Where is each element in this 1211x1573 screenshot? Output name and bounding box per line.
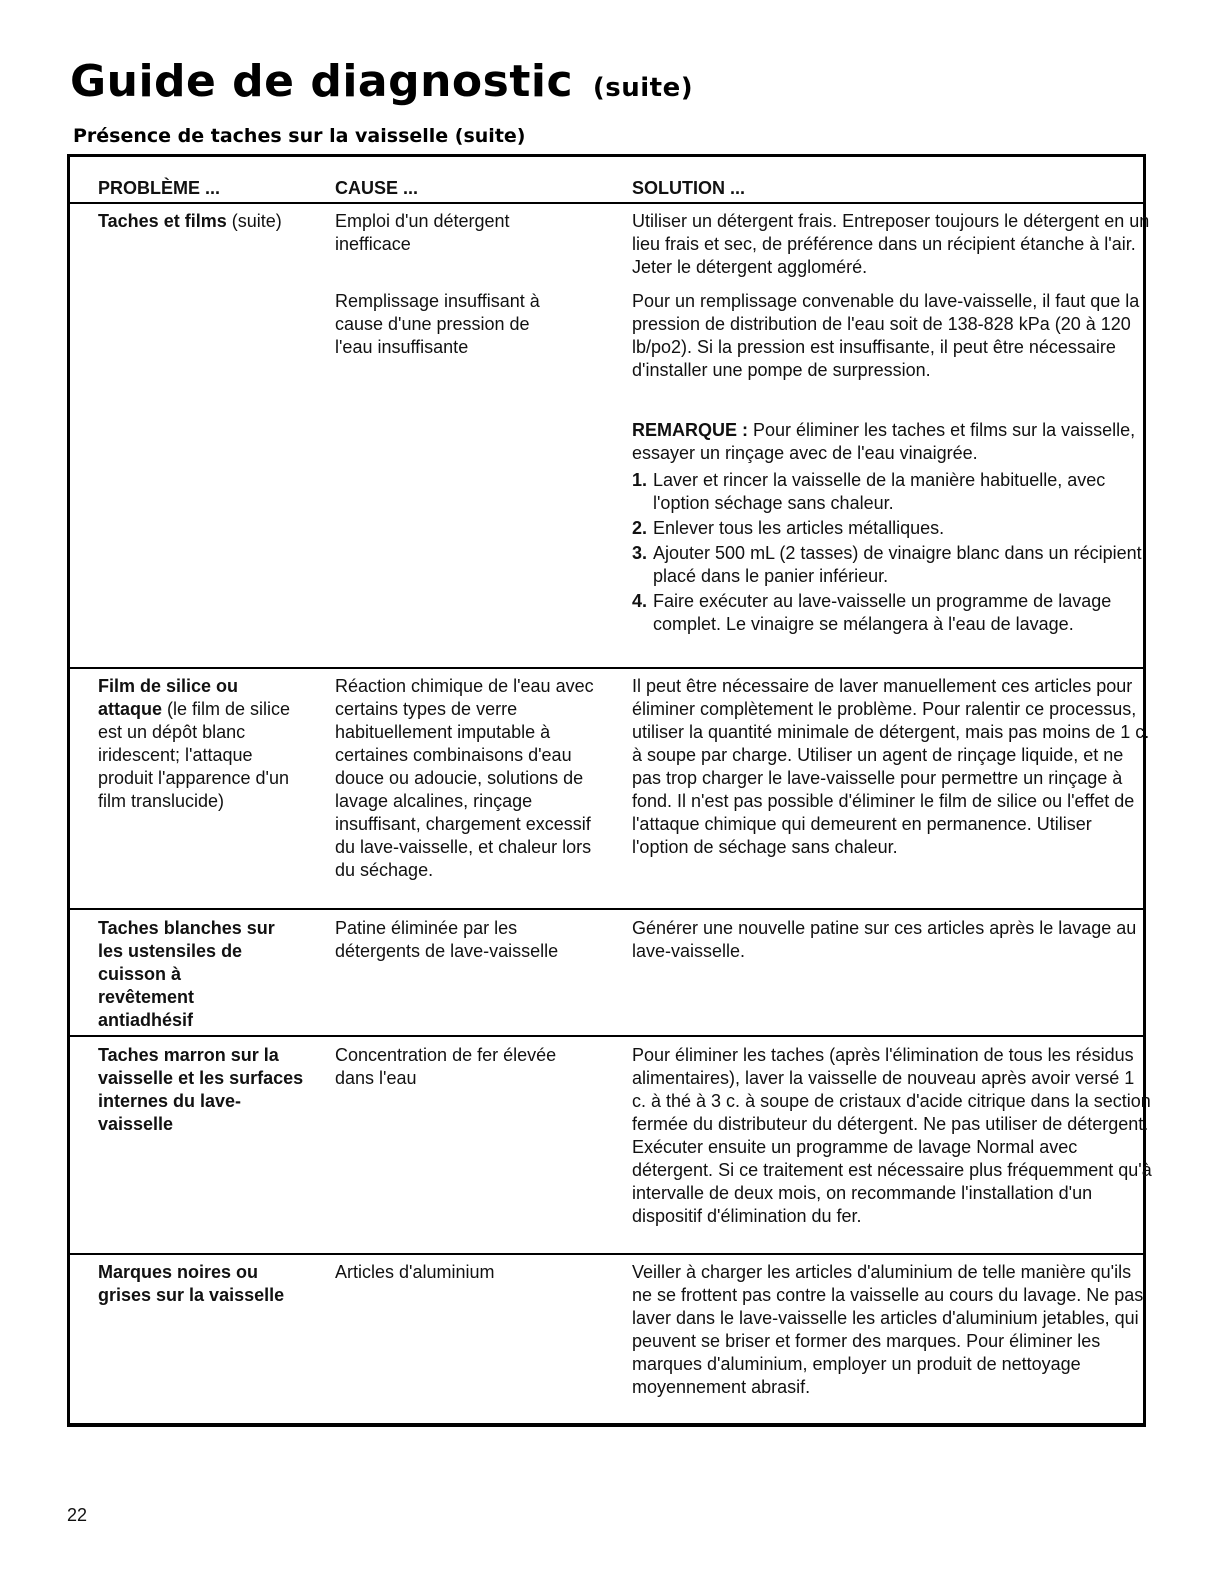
row5-cause: Articles d'aluminium (335, 1262, 495, 1282)
row-divider (70, 1035, 1143, 1037)
page-title-main: Guide de diagnostic (70, 56, 574, 107)
page-title-suffix: (suite) (592, 73, 694, 103)
step-number: 3. (632, 543, 648, 563)
troubleshooting-table (67, 154, 1152, 1427)
row3-problem (98, 917, 278, 1032)
header-solution: SOLUTION ... (632, 178, 746, 198)
row2-problem (98, 675, 298, 813)
row1-problem (98, 210, 323, 233)
step-number: 2. (632, 518, 648, 538)
row1-note-label: REMARQUE : (632, 420, 748, 440)
row1-problem-bold: Taches et films (98, 211, 227, 231)
row4-solution: Pour éliminer les taches (après l'élimination de tous les résidus alimentaires), laver la vaisselle de nouveau après avoir versé 1 c. à thé à 3 c. à soupe de cristaux d'acide citrique dans la section fermée du distributeur du détergent. Ne pas utiliser de détergent. Exécuter ensuite un programme de lavage Normal avec détergent. Si ce traitement est nécessaire plus fréquemment qu'à intervalle de deux mois, on recommande l'installation d'un dispositif d'élimination du fer. (632, 1045, 1152, 1226)
row5-solution: Veiller à charger les articles d'aluminium de telle manière qu'ils ne se frottent pas contre la vaisselle au cours du lavage. Ne pas laver dans le lave-vaisselle les articles d'aluminium jetables, qui peuvent se briser et former des marques. Pour éliminer les marques d'aluminium, employer un produit de nettoyage moyennement abrasif. (632, 1262, 1144, 1397)
row3-problem-bold: Taches blanches sur les ustensiles de cuisson à revêtement antiadhésif (98, 918, 275, 1030)
page-number: 22 (67, 1505, 88, 1525)
row2-solution: Il peut être nécessaire de laver manuellement ces articles pour éliminer complètement le problème. Pour ralentir ce processus, utiliser la quantité minimale de détergent, mais pas moins de 1 c. à soupe par charge. Utiliser un agent de rinçage liquide, et ne pas trop charger le lave-vaisselle pour permettre un rinçage à fond. Il n'est pas possible d'éliminer le film de silice ou l'effet de l'attaque chimique qui demeurent en permanence. Utiliser l'option de séchage sans chaleur. (632, 676, 1150, 857)
header-divider (70, 202, 1143, 204)
row-divider (70, 908, 1143, 910)
section-subtitle: Présence de taches sur la vaisselle (suite) (73, 125, 526, 147)
page-title (70, 56, 693, 107)
list-item (632, 542, 1152, 588)
row1-steps-list (632, 469, 1152, 638)
row1-cause1: Emploi d'un détergent inefficace (335, 211, 510, 254)
list-item (632, 517, 1152, 540)
row-divider (70, 1253, 1143, 1255)
step-text: Ajouter 500 mL (2 tasses) de vinaigre blanc dans un récipient placé dans le panier inférieur. (653, 543, 1142, 586)
row4-cause: Concentration de fer élevée dans l'eau (335, 1045, 557, 1088)
row4-problem-bold: Taches marron sur la vaisselle et les surfaces internes du lave-vaisselle (98, 1045, 304, 1134)
row2-cause: Réaction chimique de l'eau avec certains types de verre habituellement imputable à certaines combinaisons d'eau douce ou adoucie, solutions de lavage alcalines, rinçage insuffisant, chargement excessif du lave-vaisselle, et chaleur lors du séchage. (335, 676, 594, 880)
row2-problem-bold: Film de silice ou attaque (98, 676, 239, 719)
list-item (632, 590, 1152, 636)
step-number: 1. (632, 470, 648, 490)
step-text: Enlever tous les articles métalliques. (653, 518, 945, 538)
header-cause: CAUSE ... (335, 178, 419, 198)
step-text: Laver et rincer la vaisselle de la manière habituelle, avec l'option séchage sans chaleur. (653, 470, 1106, 513)
row1-solution2: Pour un remplissage convenable du lave-vaisselle, il faut que la pression de distribution de l'eau soit de 138-828 kPa (20 à 120 lb/po2). Si la pression est insuffisante, il peut être nécessaire d'installer une pompe de surpression. (632, 291, 1140, 380)
row1-problem-rest: (suite) (226, 211, 282, 231)
step-number: 4. (632, 591, 648, 611)
row2-problem-rest: (le film de silice est un dépôt blanc iridescent; l'attaque produit l'apparence d'un film translucide) (98, 699, 291, 811)
row1-solution1: Utiliser un détergent frais. Entreposer toujours le détergent en un lieu frais et sec, de préférence dans un récipient étanche à l'air. Jeter le détergent aggloméré. (632, 211, 1150, 277)
row-divider (70, 667, 1143, 669)
row1-cause2: Remplissage insuffisant à cause d'une pression de l'eau insuffisante (335, 291, 540, 357)
row1-note (632, 419, 1152, 465)
row5-problem-bold: Marques noires ou grises sur la vaisselle (98, 1262, 285, 1305)
row5-problem (98, 1261, 313, 1307)
step-text: Faire exécuter au lave-vaisselle un programme de lavage complet. Le vinaigre se mélangera à l'eau de lavage. (653, 591, 1112, 634)
header-probleme: PROBLÈME ... (98, 178, 221, 198)
row3-solution: Générer une nouvelle patine sur ces articles après le lavage au lave-vaisselle. (632, 918, 1137, 961)
list-item (632, 469, 1152, 515)
row1-note-text: Pour éliminer les taches et films sur la vaisselle, essayer un rinçage avec de l'eau vinaigrée. (632, 420, 1136, 463)
row3-cause: Patine éliminée par les détergents de lave-vaisselle (335, 918, 559, 961)
row4-problem (98, 1044, 313, 1136)
